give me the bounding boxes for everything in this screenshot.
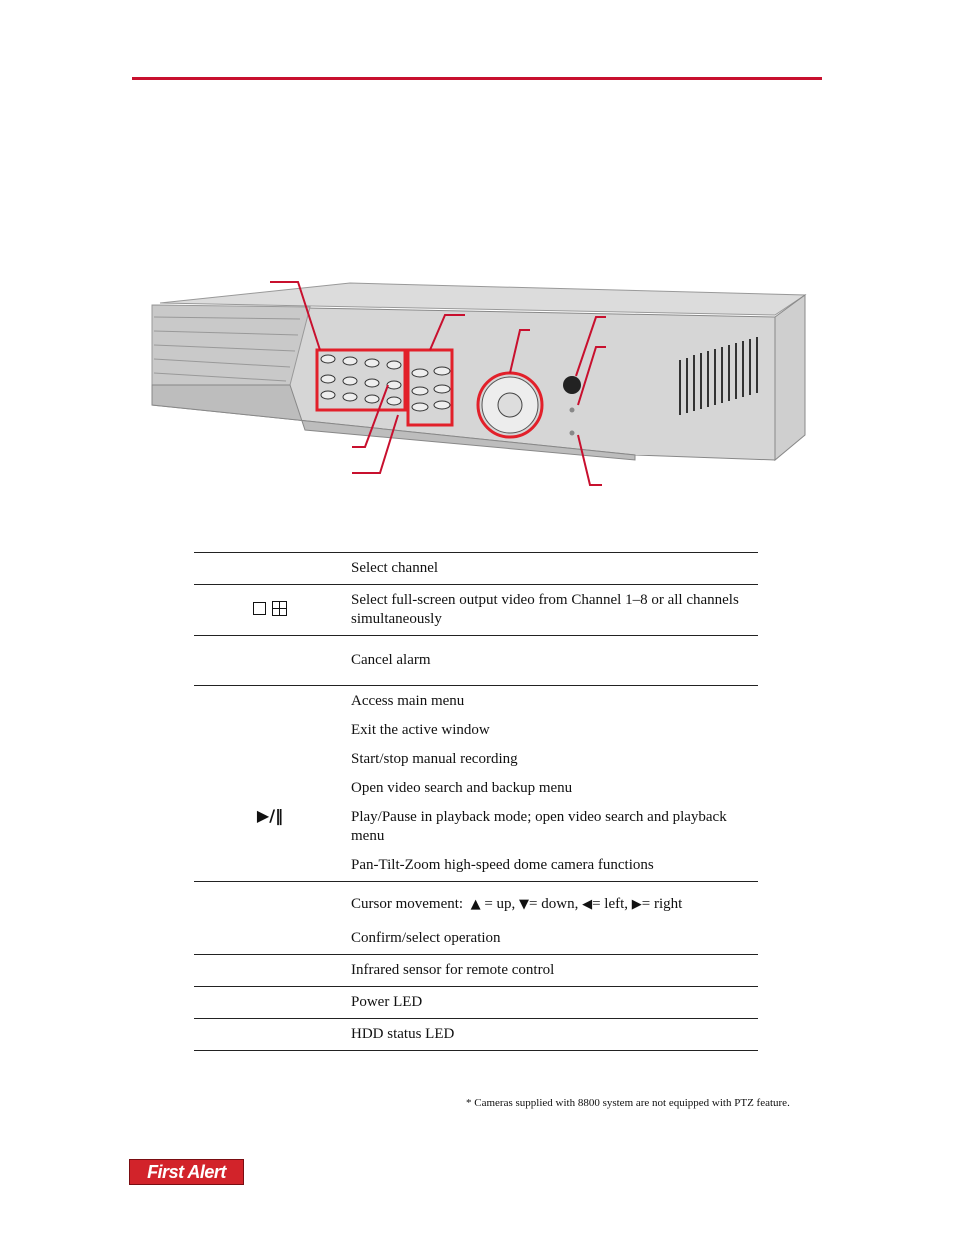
cursor-down-label: = down, bbox=[529, 896, 579, 912]
description: Select channel bbox=[351, 560, 439, 576]
down-arrow-icon: ▼ bbox=[519, 897, 530, 912]
footnote: * Cameras supplied with 8800 system are not equipped with PTZ feature. bbox=[466, 1097, 790, 1109]
description: Open video search and backup menu bbox=[351, 780, 573, 796]
key-cell bbox=[194, 553, 346, 585]
description: Cancel alarm bbox=[351, 652, 431, 668]
quad-screen-icon bbox=[272, 601, 287, 616]
description: Power LED bbox=[351, 994, 423, 1010]
description bbox=[351, 883, 757, 924]
single-screen-icon bbox=[253, 602, 266, 615]
desc-cell bbox=[346, 987, 758, 1019]
key-cell bbox=[194, 636, 346, 686]
description: Infrared sensor for remote control bbox=[351, 962, 555, 978]
first-alert-logo bbox=[129, 1159, 244, 1185]
description: Confirm/select operation bbox=[351, 930, 501, 946]
description: Start/stop manual recording bbox=[351, 751, 518, 767]
key-cell bbox=[194, 955, 346, 987]
key-cell bbox=[194, 987, 346, 1019]
desc-cell bbox=[346, 686, 758, 882]
play-pause-icon: ▶/‖ bbox=[256, 805, 284, 825]
logo-text: First Alert bbox=[147, 1162, 226, 1182]
table-row bbox=[194, 686, 758, 882]
desc-cell bbox=[346, 882, 758, 955]
right-arrow-icon: ▶ bbox=[631, 897, 642, 912]
table-row bbox=[194, 585, 758, 636]
key-cell bbox=[194, 1019, 346, 1051]
cursor-up-label: = up, bbox=[484, 896, 516, 912]
table-row bbox=[194, 987, 758, 1019]
top-rule bbox=[132, 77, 822, 80]
key-cell bbox=[194, 686, 346, 882]
table-row bbox=[194, 882, 758, 955]
left-arrow-icon: ◀ bbox=[582, 897, 593, 912]
cursor-left-label: = left, bbox=[592, 896, 629, 912]
desc-cell bbox=[346, 1019, 758, 1051]
desc-cell bbox=[346, 553, 758, 585]
table-row bbox=[194, 636, 758, 686]
description: Select full-screen output video from Channel 1–8 or all channels simultaneously bbox=[351, 592, 739, 627]
desc-cell bbox=[346, 955, 758, 987]
description: Exit the active window bbox=[351, 722, 490, 738]
cursor-right-label: = right bbox=[641, 896, 683, 912]
table-row bbox=[194, 1019, 758, 1051]
cursor-label: Cursor movement: bbox=[351, 896, 464, 912]
desc-cell bbox=[346, 585, 758, 636]
dvr-front-panel-illustration bbox=[140, 255, 820, 495]
controls-table bbox=[194, 552, 758, 1051]
desc-cell bbox=[346, 636, 758, 686]
key-cell bbox=[194, 585, 346, 636]
description: HDD status LED bbox=[351, 1026, 455, 1042]
description: Pan-Tilt-Zoom high-speed dome camera functions bbox=[351, 857, 654, 873]
table-row bbox=[194, 955, 758, 987]
description: Play/Pause in playback mode; open video search and playback menu bbox=[351, 809, 727, 844]
up-arrow-icon: ▲ bbox=[470, 897, 481, 912]
key-cell bbox=[194, 882, 346, 955]
table-row bbox=[194, 553, 758, 585]
description: Access main menu bbox=[351, 693, 465, 709]
